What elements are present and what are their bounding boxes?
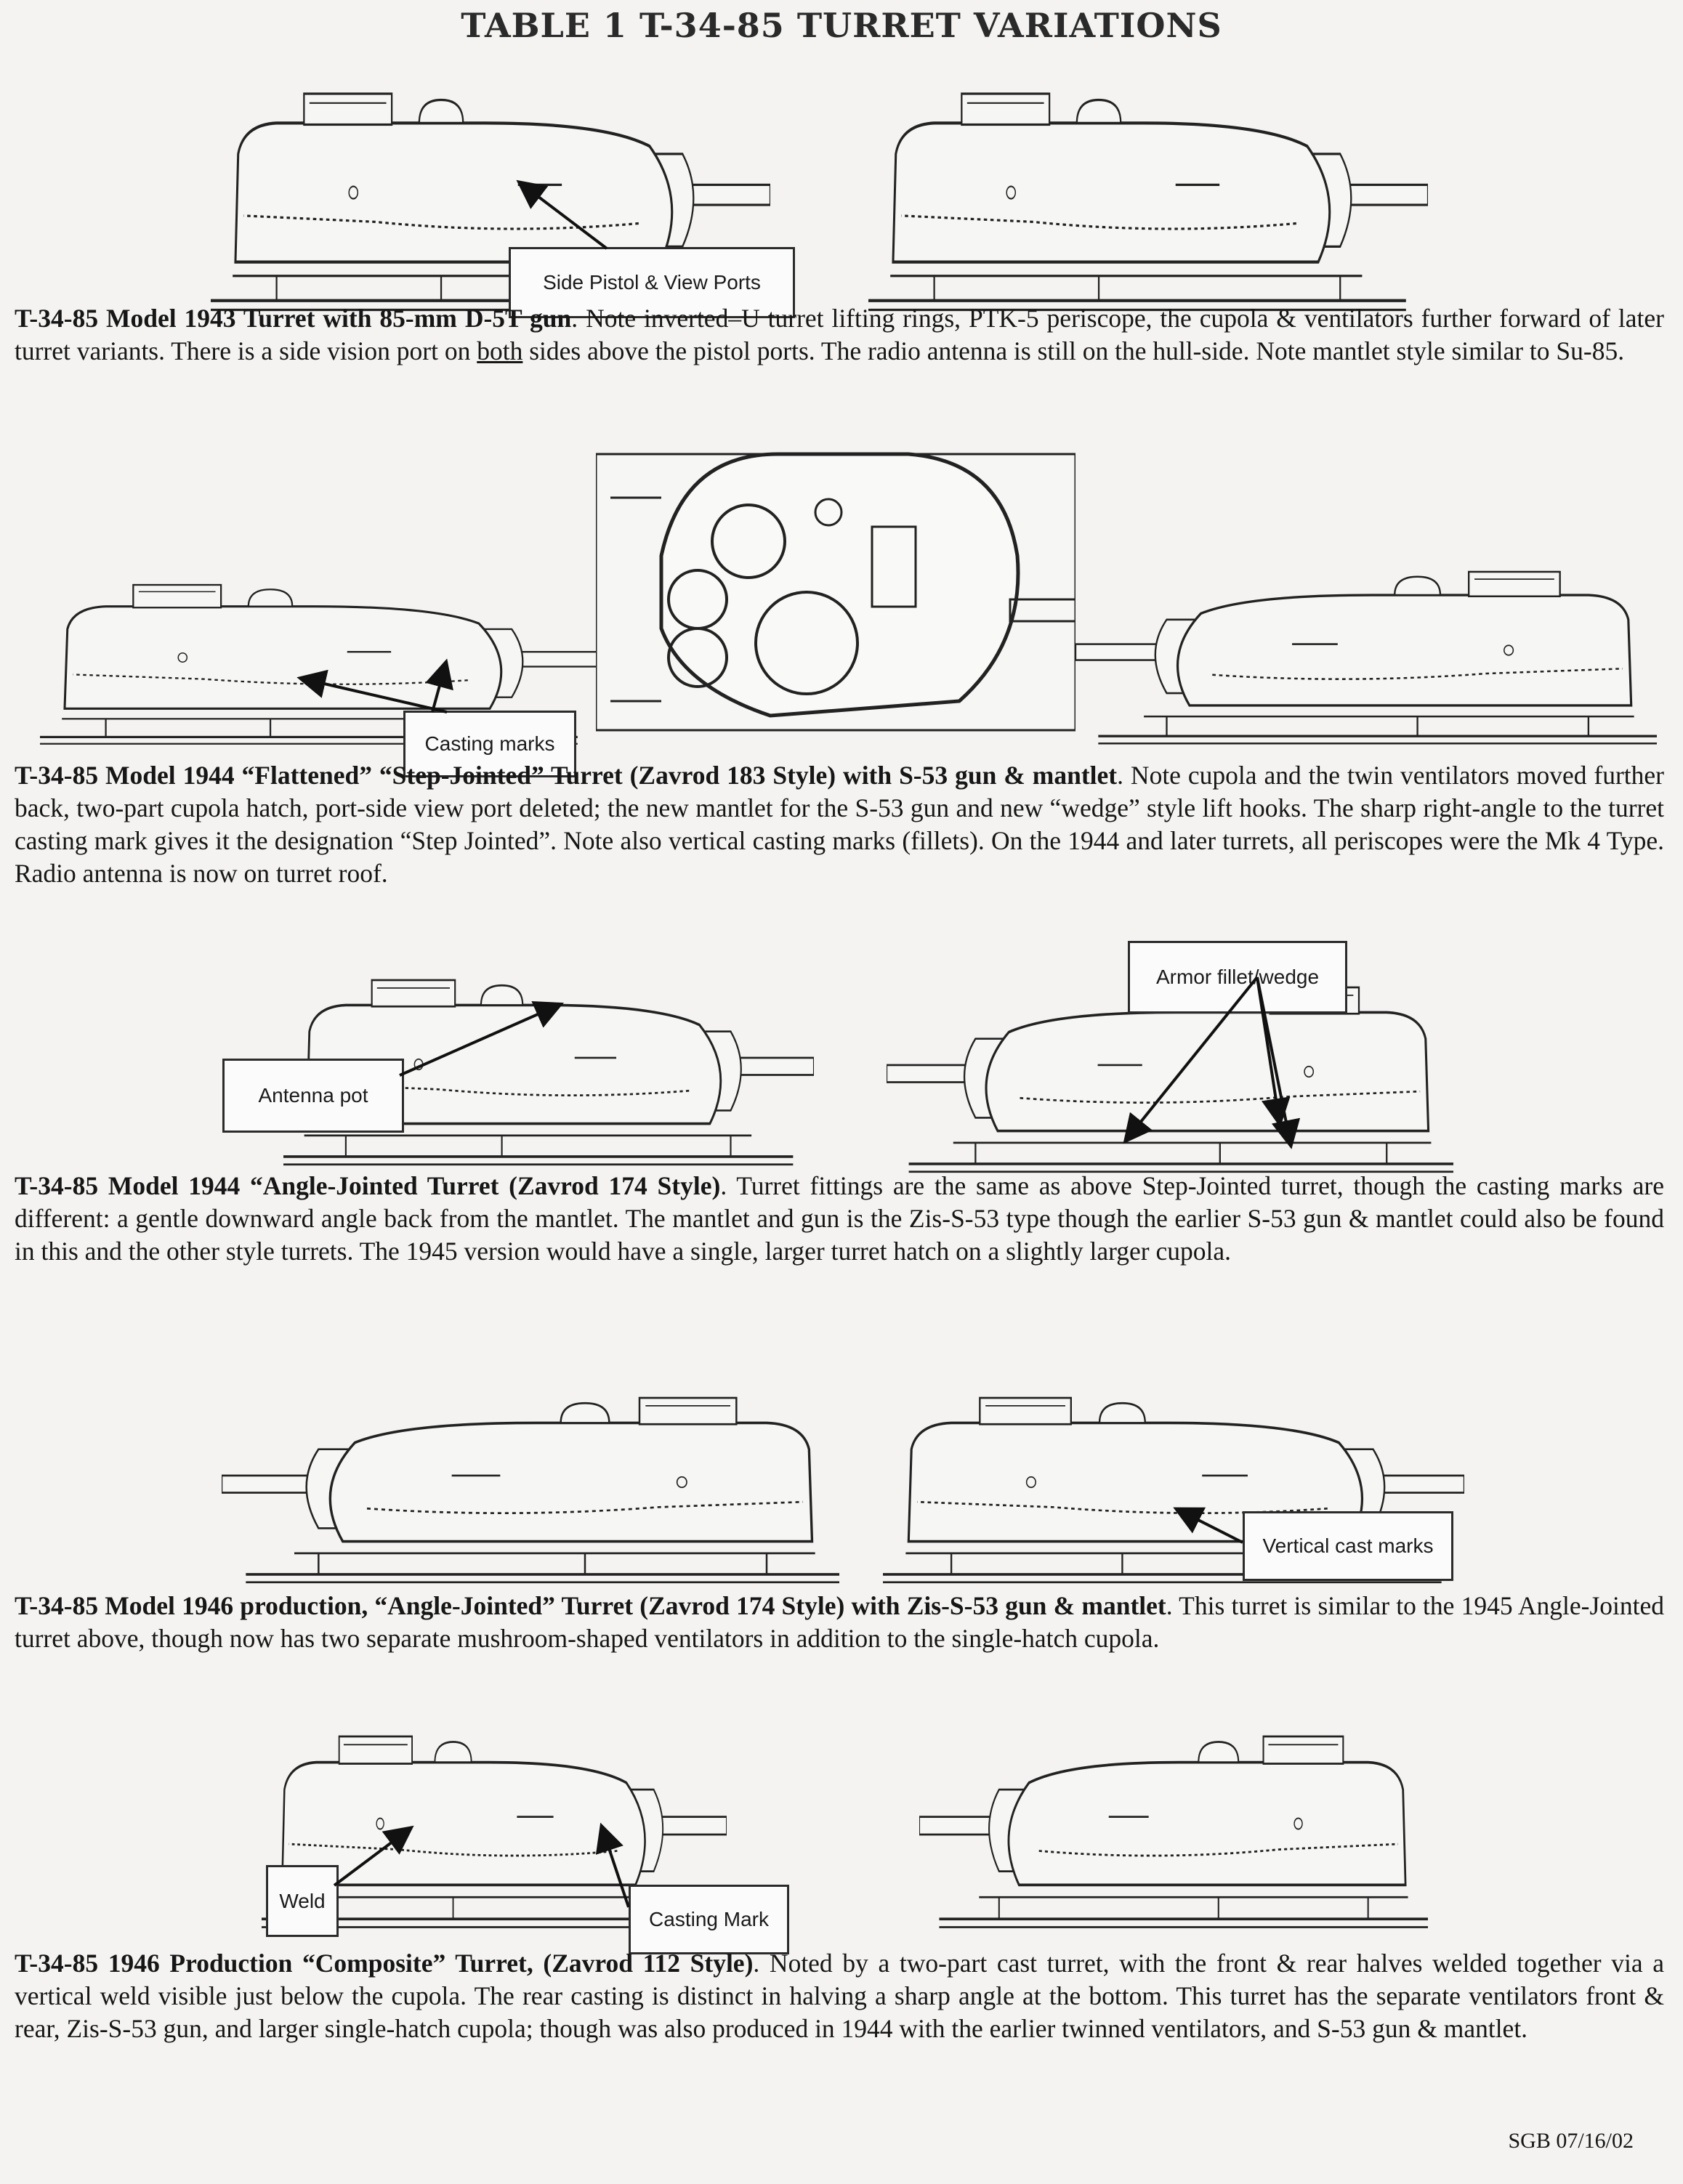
caption-1946-angle-title: T-34-85 Model 1946 production, “Angle-Jointed” Turret (Zavrod 174 Style) with Zis-S-53 gun & mantlet bbox=[15, 1591, 1166, 1620]
callout-casting-mark: Casting Mark bbox=[629, 1885, 789, 1954]
caption-composite-title: T-34-85 1946 Production “Composite” Turret, (Zavrod 112 Style) bbox=[15, 1949, 754, 1978]
caption-1944-angle-title: T-34-85 Model 1944 “Angle-Jointed Turret (Zavrod 174 Style) bbox=[15, 1171, 721, 1200]
callout-side-pistol: Side Pistol & View Ports bbox=[509, 247, 795, 318]
caption-1944-angle-text: . Turret fittings are the same as above Step-Jointed turret, though the casting marks are different: a gentle downward angle back from the mantlet. The mantlet and gun is the Zis-S-53 type though the earlier S-53 gun & mantlet could also be found in this and the other style turrets. The 1945 version would have a single, larger turret hatch on a slightly larger cupola. bbox=[15, 1171, 1664, 1266]
caption-1946-angle-text: . This turret is similar to the 1945 Angle-Jointed turret above, though now has two separate mushroom-shaped ventilators in addition to the single-hatch cupola. bbox=[15, 1591, 1664, 1653]
callout-antenna-pot: Antenna pot bbox=[222, 1059, 404, 1133]
caption-1944-step-text: . Note cupola and the twin ventilators moved further back, two-part cupola hatch, port-side view port deleted; the new mantlet for the S-53 gun and new “wedge” style lift hooks. The sharp right-angle to the turret casting mark gives it the designation “Step Jointed”. Note also vertical casting marks (fillets). On the 1944 and later turrets, all periscopes were the Mk 4 Type. Radio antenna is now on turret roof. bbox=[15, 761, 1664, 888]
caption-1944-step-title: T-34-85 Model 1944 “Flattened” “Step-Jointed” Turret (Zavrod 183 Style) with S-53 gun & mantlet bbox=[15, 761, 1118, 790]
caption-1944-angle bbox=[15, 1170, 1664, 1268]
caption-1943-title: T-34-85 Model 1943 Turret with 85-mm D-5T gun bbox=[15, 304, 572, 333]
callout-weld: Weld bbox=[266, 1865, 339, 1937]
caption-composite-text: . Noted by a two-part cast turret, with the front & rear halves welded together via a vertical weld visible just below the cupola. The rear casting is distinct in halving a sharp angle at the bottom. This turret has the separate ventilators front & rear, Zis-S-53 gun, and larger single-hatch cupola; though was also produced in 1944 with the earlier twinned ventilators, and S-53 gun & mantlet. bbox=[15, 1949, 1664, 2043]
caption-1943-text-b: sides above the pistol ports. The radio antenna is still on the hull-side. Note mantlet style similar to Su-85. bbox=[522, 336, 1625, 365]
caption-1946-angle bbox=[15, 1590, 1664, 1655]
callout-armor-fillet: Armor fillet/wedge bbox=[1128, 941, 1347, 1014]
caption-composite bbox=[15, 1947, 1664, 2045]
turret-top-view-drawing bbox=[596, 425, 1075, 759]
callout-casting-marks: Casting marks bbox=[403, 711, 576, 777]
turret-1944-step-right-drawing bbox=[1075, 552, 1657, 748]
turret-composite-right-drawing bbox=[919, 1715, 1428, 1933]
caption-1943 bbox=[15, 302, 1664, 368]
turret-1943-right-drawing bbox=[868, 69, 1428, 316]
callout-vertical-cast: Vertical cast marks bbox=[1243, 1511, 1453, 1581]
caption-1944-step bbox=[15, 759, 1664, 890]
footer-signature: SGB 07/16/02 bbox=[1508, 2129, 1634, 2153]
caption-1943-underline: both bbox=[477, 336, 523, 365]
caption-1943-text-a: . Note inverted–U turret lifting rings, PTK-5 periscope, the cupola & ventilators further forward of later turret variants. There is a side vision port on bbox=[15, 304, 1664, 365]
turret-1946-angle-left-drawing bbox=[222, 1377, 839, 1588]
page-title: TABLE 1 T-34-85 TURRET VARIATIONS bbox=[461, 6, 1222, 45]
